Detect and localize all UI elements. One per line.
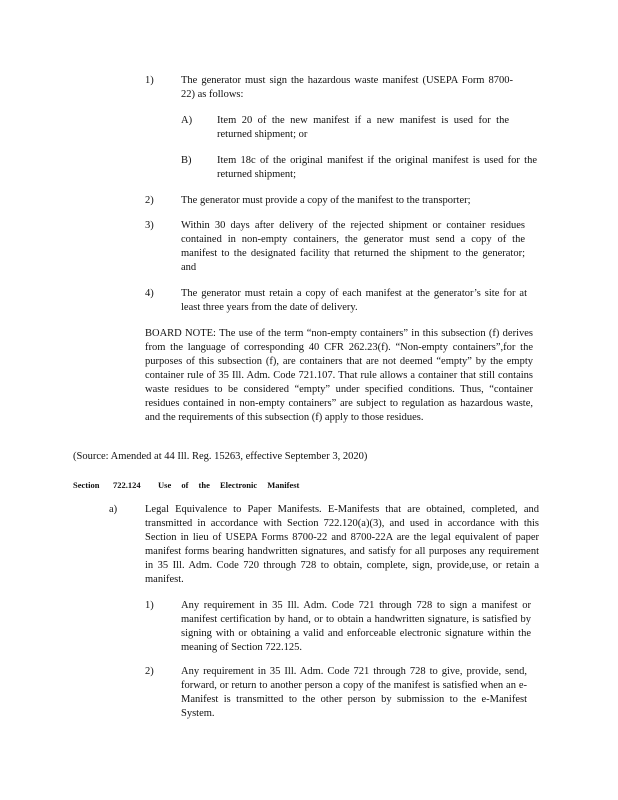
board-note: BOARD NOTE: The use of the term “non-empty containers” in this subsection (f) derives from the language of corresponding 40 CFR 262.23(f). “Non-empty containers”,for the purposes of this subsection (f), are containers that are not deemed “empty” by the empty container rule of 35 Ill. Adm. Code 721.107. That rule allows a container that still contains waste residues to be considered “empty” under specified conditions. Thus, “container residues contained in non-empty containers” are subject to regulation as hazardous waste, and the requirements of this subsection (f) apply to those residues. [145, 328, 533, 423]
list-item-number: 1) [145, 75, 154, 86]
list-item-text: The generator must provide a copy of the manifest to the transporter; [181, 195, 471, 206]
list-item-text: Any requirement in 35 Ill. Adm. Code 721 through 728 to give, provide, send, forward, or return to another person a copy of the manifest is satisfied when an e-Manifest is transmitted to the other person by submission to the e-Manifest System. [181, 666, 527, 719]
list-item-number: A) [181, 115, 193, 126]
subsection-number: a) [109, 504, 118, 515]
list-item-text: The generator must retain a copy of each manifest at the generator’s site for at least three years from the date of delivery. [181, 288, 527, 313]
subsection-text: Legal Equivalence to Paper Manifests. E-Manifests that are obtained, completed, and transmitted in accordance with Section 722.120(a)(3), and used in accordance with this Section in lieu of USEPA Forms 8700-22 and 8700-22A are the legal equivalent of paper manifest forms bearing handwritten signatures, and satisfy for all purposes any requirement in 35 Ill. Adm. Code 720 through 728 to obtain, complete, sign, provide,use, or retain a manifest. [145, 504, 539, 585]
list-item-number: 1) [145, 600, 154, 611]
list-item-text: Item 18c of the original manifest if the original manifest is used for the returned shipment; [217, 155, 537, 180]
list-item-number: B) [181, 155, 192, 166]
list-item-text: The generator must sign the hazardous waste manifest (USEPA Form 8700-22) as follows: [181, 75, 513, 100]
section-word: Section [73, 480, 100, 490]
list-item-text: Within 30 days after delivery of the rejected shipment or container residues contained in non-empty containers, the generator must send a copy of the manifest to the designated facility that returned the shipment to the generator; and [181, 220, 525, 273]
list-item-number: 2) [145, 666, 154, 677]
list-item-number: 3) [145, 220, 154, 231]
list-item-number: 2) [145, 195, 154, 206]
section-title: Use of the Electronic Manifest [158, 480, 300, 490]
list-item-text: Any requirement in 35 Ill. Adm. Code 721 through 728 to sign a manifest or manifest certification by hand, or to obtain a handwritten signature, is satisfied by signing with or obtaining a valid and enforceable electronic signature within the meaning of Section 722.125. [181, 600, 531, 653]
section-number: 722.124 [113, 480, 141, 490]
list-item-number: 4) [145, 288, 154, 299]
list-item-text: Item 20 of the new manifest if a new manifest is used for the returned shipment; or [217, 115, 509, 140]
source-note: (Source: Amended at 44 Ill. Reg. 15263, effective September 3, 2020) [73, 451, 368, 462]
